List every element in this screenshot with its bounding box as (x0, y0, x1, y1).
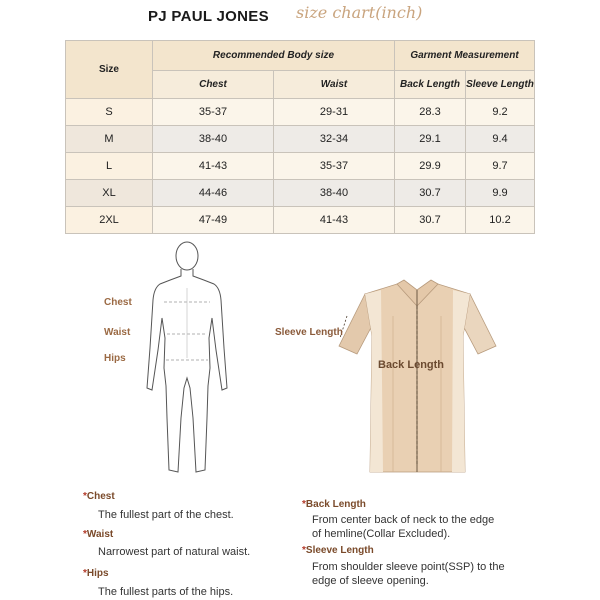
def-waist-text: Narrowest part of natural waist. (98, 546, 251, 558)
def-sleeve-marker: * (302, 545, 306, 556)
cell-chest: 38-40 (153, 126, 274, 153)
cell-back: 30.7 (395, 207, 466, 234)
cell-chest: 47-49 (153, 207, 274, 234)
body-figure-illustration (140, 238, 250, 478)
def-hips-marker: * (83, 568, 87, 579)
cell-sleeve: 9.2 (466, 99, 535, 126)
cell-size: M (66, 126, 153, 153)
cell-chest: 41-43 (153, 153, 274, 180)
def-sleeve-title: *Sleeve Length (302, 545, 374, 556)
table-row (66, 126, 535, 153)
table-row (66, 180, 535, 207)
def-back-text-1: From center back of neck to the edge (312, 514, 495, 526)
shirt-illustration (335, 276, 500, 476)
cell-chest: 44-46 (153, 180, 274, 207)
cell-waist: 32-34 (274, 126, 395, 153)
table-row (66, 153, 535, 180)
def-hips-title: *Hips (83, 568, 109, 579)
cell-size: XL (66, 180, 153, 207)
size-chart-table (65, 40, 535, 234)
cell-sleeve: 10.2 (466, 207, 535, 234)
cell-back: 29.1 (395, 126, 466, 153)
figure-label-waist: Waist (104, 327, 131, 338)
size-header: Size (66, 41, 153, 99)
col-sleeve-length: Sleeve Length (466, 71, 535, 99)
cell-back: 30.7 (395, 180, 466, 207)
col-chest: Chest (153, 71, 274, 99)
figure-label-hips: Hips (104, 353, 126, 364)
cell-size: S (66, 99, 153, 126)
col-back-length: Back Length (395, 71, 466, 99)
table-row (66, 207, 535, 234)
cell-waist: 41-43 (274, 207, 395, 234)
cell-sleeve: 9.9 (466, 180, 535, 207)
def-back-title: *Back Length (302, 499, 366, 510)
cell-chest: 35-37 (153, 99, 274, 126)
table-row (66, 99, 535, 126)
cell-size: L (66, 153, 153, 180)
def-chest-marker: * (83, 491, 87, 502)
def-back-text-2: of hemline(Collar Excluded). (312, 528, 451, 540)
col-waist: Waist (274, 71, 395, 99)
cell-back: 28.3 (395, 99, 466, 126)
def-sleeve-text-1: From shoulder sleeve point(SSP) to the (312, 561, 505, 573)
def-sleeve-text-2: edge of sleeve opening. (312, 575, 429, 587)
cell-waist: 35-37 (274, 153, 395, 180)
brand-name: PJ PAUL JONES (148, 8, 269, 25)
def-waist-title: *Waist (83, 529, 114, 540)
garment-header: Garment Measurement (395, 41, 535, 71)
def-hips-text: The fullest parts of the hips. (98, 586, 234, 598)
brand-subtitle: size chart(inch) (296, 3, 423, 22)
cell-sleeve: 9.7 (466, 153, 535, 180)
body-size-header: Recommended Body size (153, 41, 395, 71)
cell-size: 2XL (66, 207, 153, 234)
cell-back: 29.9 (395, 153, 466, 180)
def-chest-text: The fullest part of the chest. (98, 509, 234, 521)
figure-label-chest: Chest (104, 297, 132, 308)
cell-waist: 29-31 (274, 99, 395, 126)
def-chest-title: *Chest (83, 491, 115, 502)
def-back-marker: * (302, 499, 306, 510)
shirt-label-sleeve-length: Sleeve Length (275, 327, 343, 338)
shirt-label-back-length: Back Length (378, 359, 445, 371)
cell-waist: 38-40 (274, 180, 395, 207)
cell-sleeve: 9.4 (466, 126, 535, 153)
def-waist-marker: * (83, 529, 87, 540)
